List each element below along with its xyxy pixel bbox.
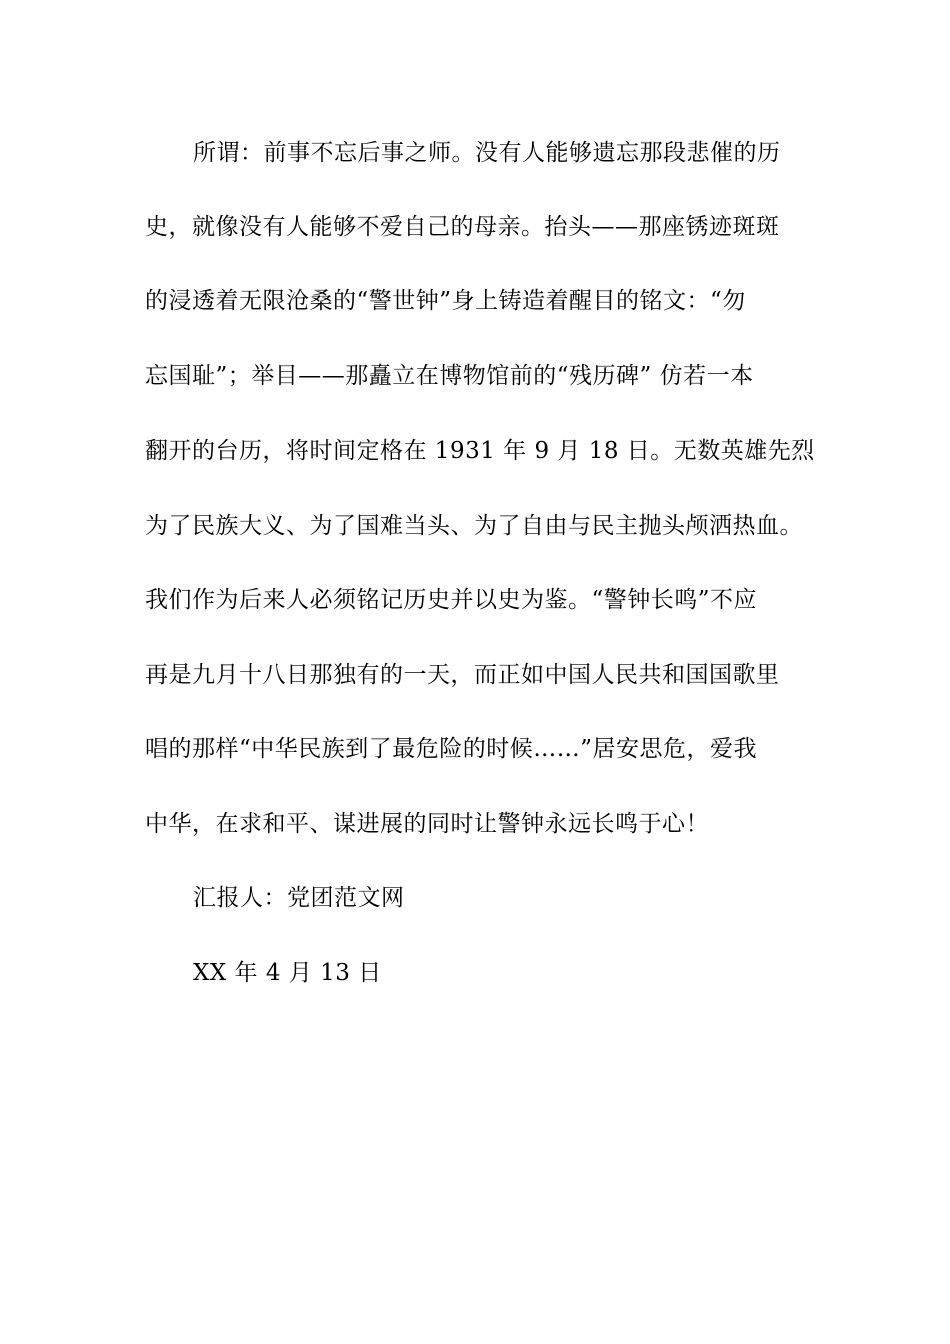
paragraph-line: 中华，在求和平、谋进展的同时让警钟永远长鸣于心！ — [145, 811, 709, 837]
paragraph-line: 唱的那样“中华民族到了最危险的时候……”居安思危，爱我 — [145, 736, 758, 762]
paragraph-line: 再是九月十八日那独有的一天，而正如中国人民共和国国歌里 — [145, 662, 780, 688]
paragraph-line: 为了民族大义、为了国难当头、为了自由与民主抛头颅洒热血。 — [145, 513, 803, 539]
paragraph-line: 忘国耻”；举目——那矗立在博物馆前的“残历碑” 仿若一本 — [145, 363, 754, 389]
paragraph-line: 我们作为后来人必须铭记历史并以史为鉴。“警钟长鸣”不应 — [145, 587, 758, 613]
paragraph-line: 所谓：前事不忘后事之师。没有人能够遗忘那段悲催的历 — [193, 140, 781, 166]
reporter-signature: 汇报人：党团范文网 — [193, 885, 405, 911]
paragraph-line: 史，就像没有人能够不爱自己的母亲。抬头——那座锈迹斑斑 — [145, 214, 780, 240]
report-date: XX 年 4 月 13 日 — [193, 960, 382, 986]
paragraph-line: 的浸透着无限沧桑的“警世钟”身上铸造着醒目的铭文：“勿 — [145, 288, 746, 314]
paragraph-line: 翻开的台历，将时间定格在 1931 年 9 月 18 日。无数英雄先烈 — [145, 438, 815, 464]
